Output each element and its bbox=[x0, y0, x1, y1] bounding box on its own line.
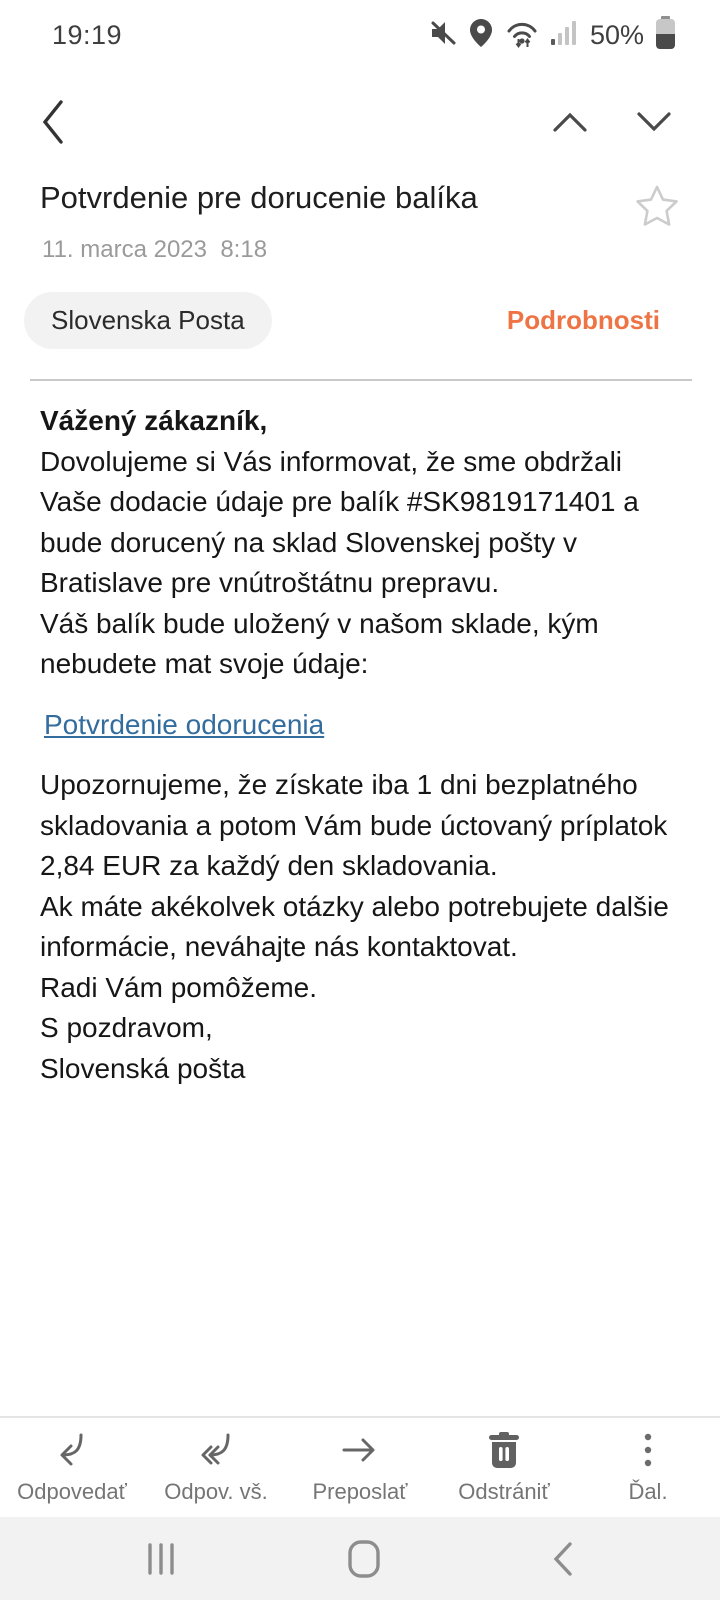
body-paragraph-2: Váš balík bude uložený v našom sklade, kým nebudete mat svoje údaje: bbox=[40, 607, 599, 679]
confirmation-link[interactable]: Potvrdenie odorucenia bbox=[44, 708, 325, 740]
recents-icon bbox=[146, 1565, 176, 1580]
body-signoff: S pozdravom, bbox=[40, 1012, 213, 1043]
nav-back-icon bbox=[552, 1566, 574, 1581]
android-nav-bar bbox=[0, 1517, 720, 1600]
toolbar-label: Preposlať bbox=[312, 1478, 408, 1504]
reply-button[interactable] bbox=[0, 1418, 144, 1517]
sender-row bbox=[24, 292, 666, 349]
body-paragraph-5: Radi Vám pomôžeme. bbox=[40, 971, 318, 1003]
home-button[interactable] bbox=[341, 1533, 387, 1585]
email-subject: Potvrdenie pre dorucenie balíka bbox=[40, 180, 478, 215]
recents-button[interactable] bbox=[140, 1535, 182, 1583]
details-button[interactable]: Podrobnosti bbox=[501, 304, 666, 337]
chevron-left-icon bbox=[40, 134, 66, 149]
status-icons bbox=[428, 16, 676, 55]
chevron-up-icon bbox=[552, 121, 588, 136]
sender-chip[interactable]: Slovenska Posta bbox=[24, 292, 272, 349]
forward-button[interactable] bbox=[288, 1418, 432, 1517]
mute-icon bbox=[428, 18, 458, 53]
location-icon bbox=[469, 18, 493, 53]
toolbar-label: Odpovedať bbox=[17, 1478, 127, 1504]
more-button[interactable] bbox=[576, 1418, 720, 1517]
email-body bbox=[40, 401, 690, 1089]
body-greeting: Vážený zákazník, bbox=[40, 405, 268, 436]
subject-row bbox=[40, 180, 684, 232]
email-date: 11. marca 2023 8:18 bbox=[42, 236, 268, 263]
email-action-toolbar bbox=[0, 1416, 720, 1517]
wifi-updown-icon bbox=[504, 18, 540, 53]
body-paragraph-3: Upozornujeme, že získate iba 1 dni bezplatného skladovania a potom Vám bude úctovaný príplatok 2,84 EUR za každý den skladovania. bbox=[40, 769, 668, 881]
home-icon bbox=[347, 1567, 381, 1582]
status-bar bbox=[52, 16, 676, 55]
delete-button[interactable] bbox=[432, 1418, 576, 1517]
signal-icon bbox=[551, 18, 579, 53]
more-icon bbox=[642, 1431, 654, 1472]
nav-back-button[interactable] bbox=[546, 1534, 580, 1584]
body-signature: Slovenská pošta bbox=[40, 1052, 246, 1084]
forward-icon bbox=[338, 1431, 382, 1472]
delete-icon bbox=[486, 1431, 522, 1472]
back-button[interactable] bbox=[36, 94, 70, 150]
previous-email-button[interactable] bbox=[548, 107, 592, 137]
star-icon bbox=[634, 216, 680, 231]
reply-all-icon bbox=[194, 1431, 238, 1472]
app-bar bbox=[36, 94, 676, 150]
favorite-star-button[interactable] bbox=[630, 180, 684, 232]
reply-all-button[interactable] bbox=[144, 1418, 288, 1517]
toolbar-label: Odstrániť bbox=[458, 1478, 550, 1504]
toolbar-label: Ďal. bbox=[628, 1478, 668, 1504]
battery-percent-text: 50% bbox=[589, 20, 644, 50]
next-email-button[interactable] bbox=[632, 107, 676, 137]
battery-icon bbox=[655, 16, 676, 55]
status-time: 19:19 bbox=[52, 20, 123, 50]
header-divider bbox=[30, 379, 692, 381]
body-paragraph-4: Ak máte akékolvek otázky alebo potrebujete dalšie informácie, neváhajte nás kontaktovat. bbox=[40, 890, 669, 962]
chevron-down-icon bbox=[636, 121, 672, 136]
reply-icon bbox=[50, 1431, 94, 1472]
body-paragraph-1: Dovolujeme si Vás informovat, že sme obdržali Vaše dodacie údaje pre balík #SK9819171401 a bude dorucený na sklad Slovenskej pošty v Bratislave pre vnútroštátnu prepravu. bbox=[40, 445, 639, 598]
toolbar-label: Odpov. vš. bbox=[164, 1478, 268, 1504]
